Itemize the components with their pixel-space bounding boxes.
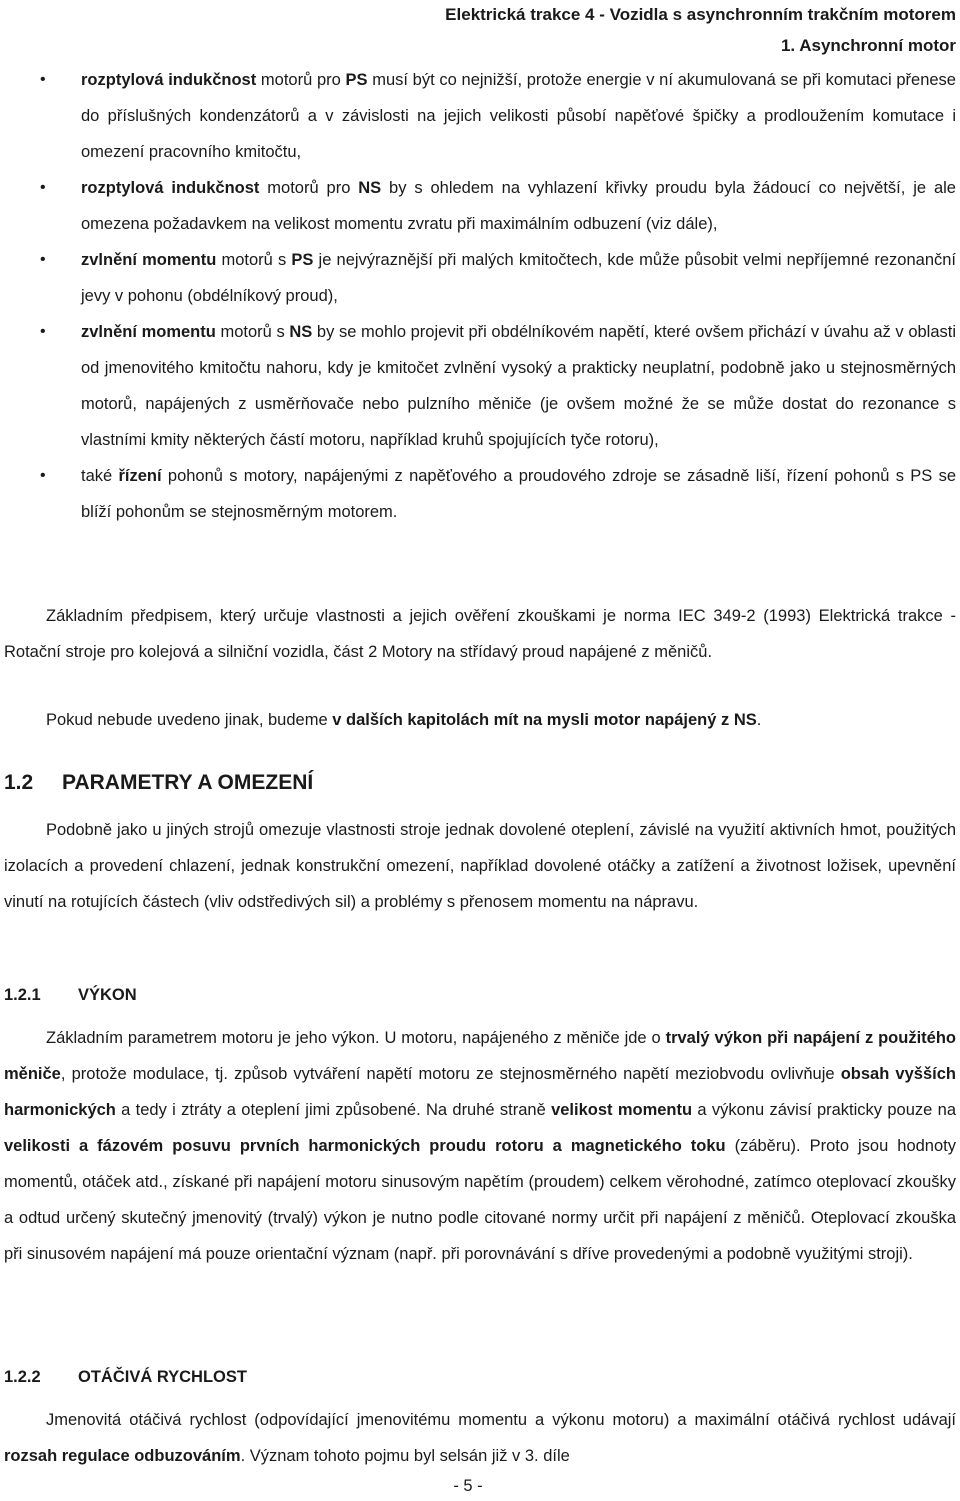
section-heading-1-2: 1.2 PARAMETRY A OMEZENÍ <box>4 771 314 794</box>
page-number: - 5 - <box>453 1477 483 1495</box>
paragraph-standard: Základním předpisem, který určuje vlastnosti a jejich ověření zkouškami je norma IEC 349-2 (1993) Elektrická trakce - Rotační stroje pro kolejová a silniční vozidla, část 2 Motory na střídavý proud napájené z měničů. <box>4 607 956 661</box>
list-item: • zvlnění momentu motorů s NS by se mohlo projevit při obdélníkovém napětí, které ovšem přichází v úvahu až v oblasti od jmenovitého kmitočtu nahoru, kdy je kmitočet zvlnění vysoký a prakticky neuplatní, podobně jako u stejnosměrných motorů, napájených z usměrňovače nebo pulzního měniče (je ovšem možné že se může dostat do rezonance s vlastními kmity některých částí motoru, například kruhů spojujících tyče rotoru), <box>0 314 960 458</box>
running-header-chapter: 1. Asynchronní motor <box>780 36 956 55</box>
paragraph-power: Základním parametrem motoru je jeho výkon. U motoru, napájeného z měniče jde o trvalý výkon při napájení z použitého měniče, protože modulace, tj. způsob vytváření napětí motoru ze stejnosměrného napětí meziobvodu ovlivňuje obsah vyšších harmonických a tedy i ztráty a oteplení jimi způsobené. Na druhé straně velikost momentu a výkonu závisí prakticky pouze na velikosti a fázovém posuvu prvních harmonických proudu rotoru a magnetického toku (záběru). Proto jsou hodnoty momentů, otáček atd., získané při napájení motoru sinusovým napětím (proudem) celkem věrohodné, zatímco oteplovací zkoušky a odtud určený skutečný jmenovitý (trvalý) výkon je nutno podle citované normy určit při napájení z měničů. Oteplovací zkouška při sinusovém napájení má pouze orientační význam (např. při porovnávání s dříve provedenými a podobně využitými stroji). <box>4 1029 956 1263</box>
running-header-title: Elektrická trakce 4 - Vozidla s asynchronním trakčním motorem <box>445 5 956 24</box>
paragraph-ns-note: Pokud nebude uvedeno jinak, budeme v dalších kapitolách mít na mysli motor napájený z NS. <box>46 711 762 729</box>
list-item: • rozptylová indukčnost motorů pro NS by s ohledem na vyhlazení křivky proudu byla žádoucí co největší, je ale omezena požadavkem na velikost momentu zvratu při maximálním odbuzení (viz dále), <box>0 170 960 242</box>
bullet-list <box>0 62 960 530</box>
list-item: • rozptylová indukčnost motorů pro PS musí být co nejnižší, protože energie v ní akumulovaná se při komutaci přenese do příslušných kondenzátorů a v závislosti na jejich velikosti působí napěťové špičky a prodloužením komutace i omezení pracovního kmitočtu, <box>0 62 960 170</box>
paragraph-speed: Jmenovitá otáčivá rychlost (odpovídající jmenovitému momentu a výkonu motoru) a maximální otáčivá rychlost udávají rozsah regulace odbuzováním. Význam tohoto pojmu byl selsán již v 3. díle <box>4 1411 956 1465</box>
section-heading-1-2-2: 1.2.2 OTÁČIVÁ RYCHLOST <box>4 1368 247 1386</box>
list-item: • zvlnění momentu motorů s PS je nejvýraznější při malých kmitočtech, kde může působit velmi nepříjemné rezonanční jevy v pohonu (obdélníkový proud), <box>0 242 960 314</box>
section-heading-1-2-1: 1.2.1 VÝKON <box>4 986 137 1004</box>
paragraph-parameters: Podobně jako u jiných strojů omezuje vlastnosti stroje jednak dovolené oteplení, závislé na využití aktivních hmot, použitých izolacích a provedení chlazení, jednak konstrukční omezení, například dovolené otáčky a zatížení a životnost ložisek, upevnění vinutí na rotujících částech (vliv odstředivých sil) a problémy s přenosem momentu na nápravu. <box>4 821 956 911</box>
list-item: • také řízení pohonů s motory, napájenými z napěťového a proudového zdroje se zásadně liší, řízení pohonů s PS se blíží pohonům se stejnosměrným motorem. <box>0 458 960 530</box>
